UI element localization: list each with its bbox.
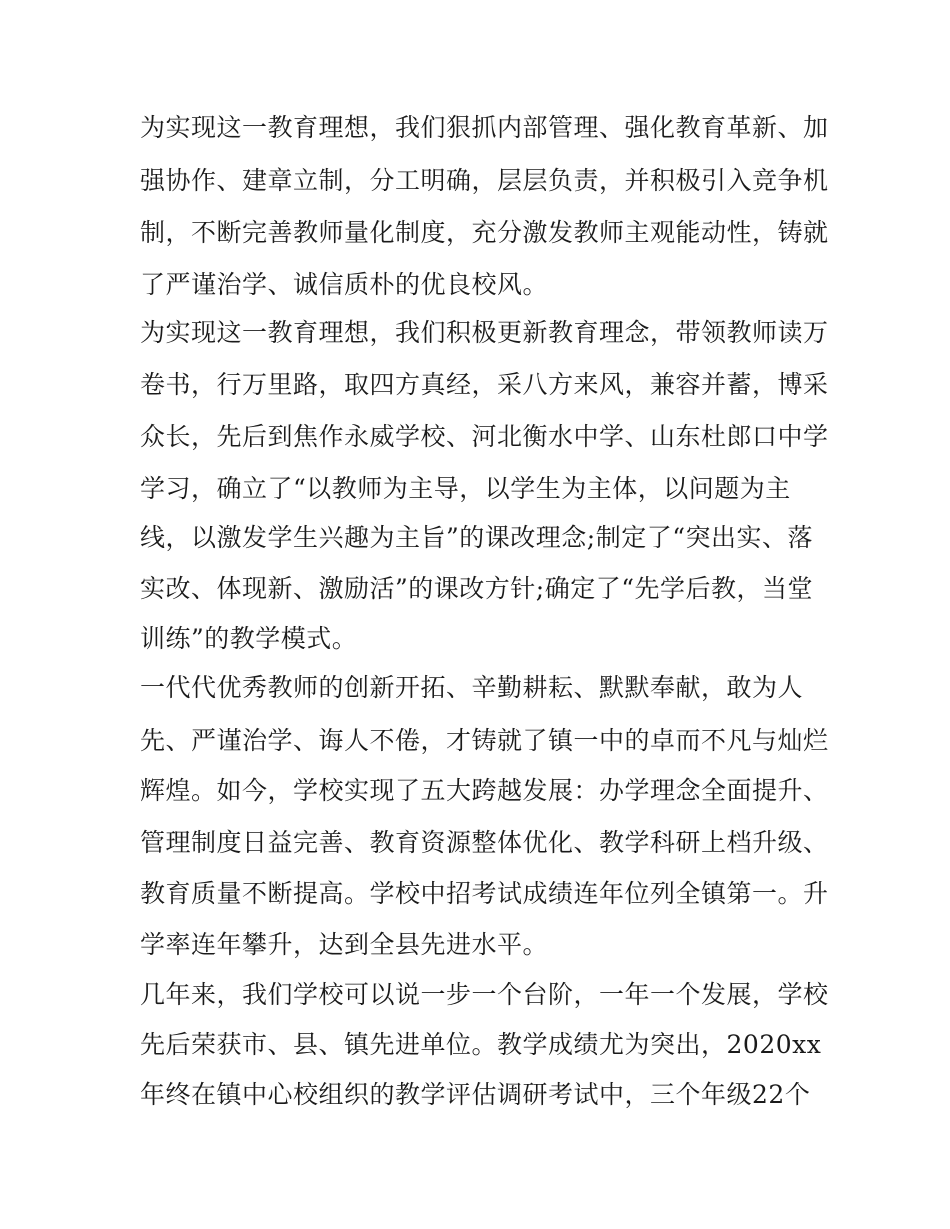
paragraph-4-line-3: 年终在镇中心校组织的教学评估调研考试中，三个年级22个 <box>140 1080 811 1109</box>
paragraph-2-line-2: 卷书，行万里路，取四方真经，采八方来风，兼容并蓄，博采 <box>140 370 829 399</box>
paragraph-3-line-6: 学率连年攀升，达到全县先进水平。 <box>140 930 549 959</box>
paragraph-4-line-1: 几年来，我们学校可以说一步一个台阶，一年一个发展，学校 <box>140 980 829 1009</box>
paragraph-1-line-3: 制，不断完善教师量化制度，充分激发教师主观能动性，铸就 <box>140 218 829 247</box>
paragraph-3-line-5: 教育质量不断提高。学校中招考试成绩连年位列全镇第一。升 <box>140 879 829 908</box>
paragraph-3-line-2: 先、严谨治学、诲人不倦，才铸就了镇一中的卓而不凡与灿烂 <box>140 726 829 755</box>
paragraph-1-line-4: 了严谨治学、诚信质朴的优良校风。 <box>140 270 549 299</box>
paragraph-2-line-7: 训练”的教学模式。 <box>140 624 358 653</box>
paragraph-2-line-4: 学习，确立了“以教师为主导，以学生为主体，以问题为主 <box>140 474 791 503</box>
paragraph-3-line-3: 辉煌。如今，学校实现了五大跨越发展：办学理念全面提升、 <box>140 776 829 805</box>
paragraph-4-line-2: 先后荣获市、县、镇先进单位。教学成绩尤为突出，2020xx <box>140 1030 822 1059</box>
paragraph-1-line-1: 为实现这一教育理想，我们狠抓内部管理、强化教育革新、加 <box>140 113 829 142</box>
paragraph-2-line-1: 为实现这一教育理想，我们积极更新教育理念，带领教师读万 <box>140 318 829 347</box>
paragraph-1-line-2: 强协作、建章立制，分工明确，层层负责，并积极引入竞争机 <box>140 166 829 195</box>
paragraph-2-line-5: 线，以激发学生兴趣为主旨”的课改理念;制定了“突出实、落 <box>140 523 813 552</box>
paragraph-2-line-3: 众长，先后到焦作永威学校、河北衡水中学、山东杜郎口中学 <box>140 422 829 451</box>
paragraph-2-line-6: 实改、体现新、激励活”的课改方针;确定了“先学后教，当堂 <box>140 574 813 603</box>
paragraph-3-line-1: 一代代优秀教师的创新开拓、辛勤耕耘、默默奉献，敢为人 <box>140 673 804 702</box>
paragraph-3-line-4: 管理制度日益完善、教育资源整体优化、教学科研上档升级、 <box>140 828 829 857</box>
